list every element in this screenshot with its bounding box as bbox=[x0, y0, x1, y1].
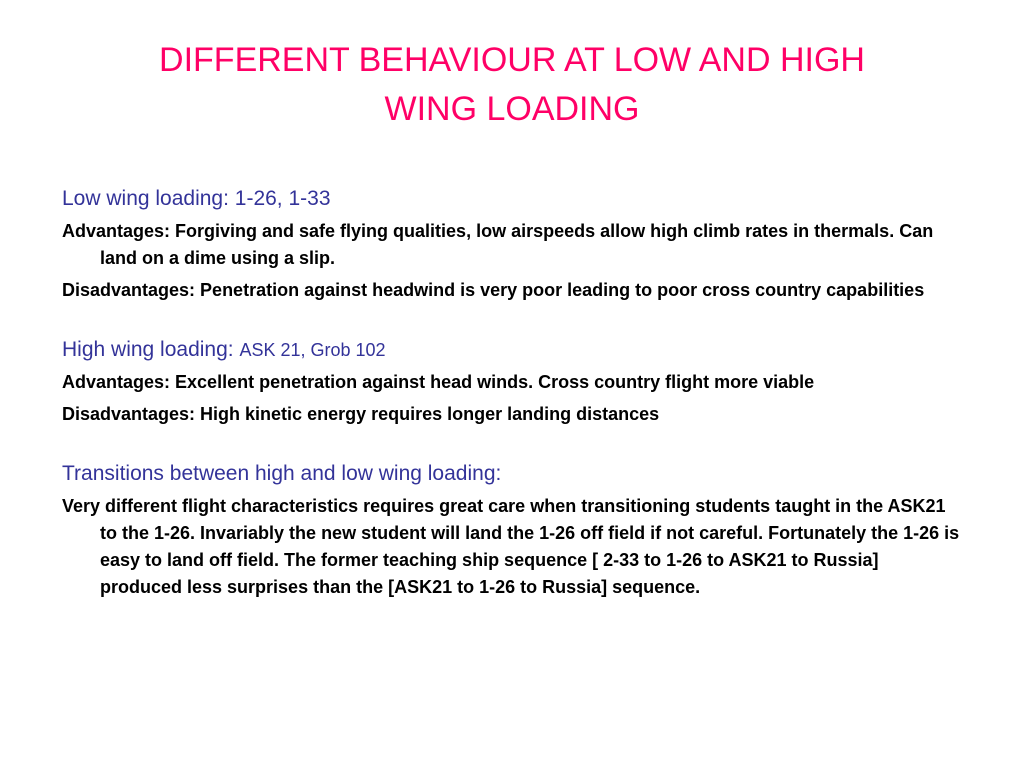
title-line-1: DIFFERENT BEHAVIOUR AT LOW AND HIGH bbox=[159, 41, 865, 79]
section-transitions bbox=[62, 459, 962, 601]
section-high-wing-loading bbox=[62, 335, 962, 428]
slide-title bbox=[40, 36, 984, 134]
advantages-paragraph: Advantages: Excellent penetration against head winds. Cross country flight more viable bbox=[62, 372, 815, 392]
advantages-paragraph: Advantages: Forgiving and safe flying qualities, low airspeeds allow high climb rates in thermals. Can land on a dime using a slip. bbox=[62, 221, 934, 268]
disadvantages-paragraph: Disadvantages: Penetration against headwind is very poor leading to poor cross country capabilities bbox=[62, 280, 925, 300]
title-line-2: WING LOADING bbox=[384, 90, 640, 128]
section-heading-main: High wing loading: bbox=[62, 338, 234, 361]
section-heading: Low wing loading: 1-26, 1-33 bbox=[62, 187, 331, 210]
section-low-wing-loading bbox=[62, 184, 962, 304]
section-heading-sub: ASK 21, Grob 102 bbox=[239, 340, 386, 360]
section-heading: Transitions between high and low wing loading: bbox=[62, 462, 502, 485]
section-heading bbox=[62, 335, 962, 365]
disadvantages-paragraph: Disadvantages: High kinetic energy requires longer landing distances bbox=[62, 404, 660, 424]
transitions-paragraph: Very different flight characteristics requires great care when transitioning students taught in the ASK21 to the 1-26. Invariably the new student will land the 1-26 off field if not careful. Fortunately the 1-26 is easy to land off field. The former teaching ship sequence [ 2-33 to 1-26 to ASK21 to Russia] produced less surprises than the [ASK21 to 1-26 to Russia] sequence. bbox=[62, 496, 960, 597]
slide-body bbox=[62, 184, 962, 623]
